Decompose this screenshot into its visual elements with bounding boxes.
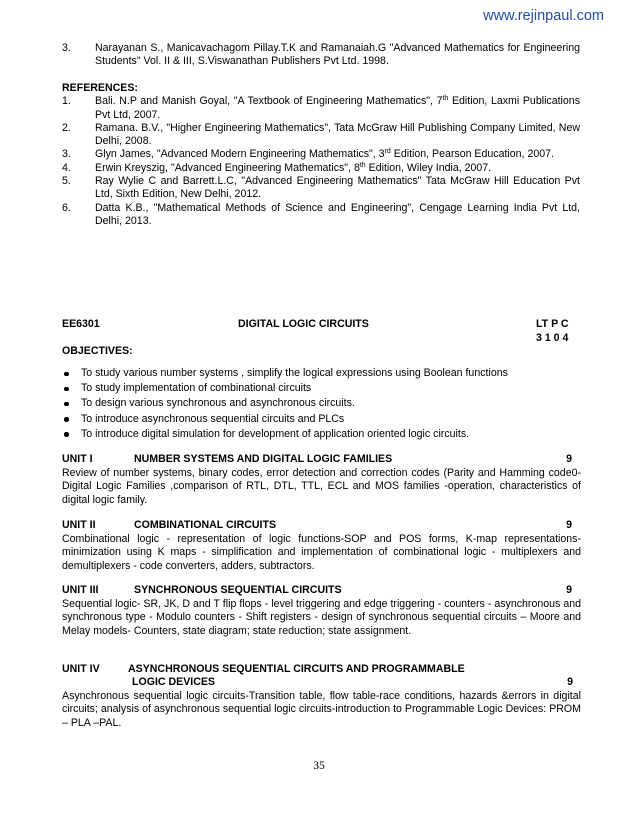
item-sup: rd — [384, 148, 391, 156]
item-number: 6. — [62, 201, 71, 214]
unit-body: Combinational logic - representation of logic functions-SOP and POS forms, K-map representations-minimization using K maps - simplification and implementation of combinational logic - multiplexers and demultiplexers - code converters, adders, subtractors. — [62, 533, 581, 572]
item-text-end: Edition, Laxmi Publications Pvt Ltd, 2007. — [95, 95, 580, 121]
unit-2 — [62, 519, 581, 573]
reference-item — [62, 202, 580, 229]
reference-item — [62, 175, 580, 202]
item-text-end: Edition, Pearson Education, 2007. — [390, 148, 554, 161]
text-book-item-3 — [62, 42, 580, 69]
unit-title: ASYNCHRONOUS SEQUENTIAL CIRCUITS AND PROGRAMMABLE — [128, 663, 465, 675]
ltpc-values: 3 1 0 4 — [536, 331, 569, 344]
reference-item — [62, 95, 580, 122]
item-text: Glyn James, "Advanced Modern Engineering Mathematics", 3 — [95, 148, 385, 161]
bullet-icon — [64, 417, 69, 422]
unit-number: UNIT I — [62, 453, 93, 465]
unit-body: Review of number systems, binary codes, error detection and correction codes (Parity and Hamming code0- Digital Logic Families ,comparison of RTL, DTL, TTL, ECL and MOS families -operation, characteristics of digital logic family. — [62, 467, 581, 506]
item-text: Bali. N.P and Manish Goyal, "A Textbook of Engineering Mathematics", 7 — [95, 95, 443, 108]
unit-hours: 9 — [567, 676, 573, 689]
objectives-list — [62, 366, 582, 442]
watermark-url[interactable]: www.rejinpaul.com — [483, 8, 604, 24]
unit-4 — [62, 663, 581, 730]
objective-item — [62, 381, 582, 396]
objective-item — [62, 396, 582, 411]
item-number: 1. — [62, 95, 71, 108]
objective-text: To introduce asynchronous sequential circuits and PLCs — [81, 412, 345, 425]
course-ltpc — [536, 318, 582, 345]
course-title: DIGITAL LOGIC CIRCUITS — [238, 318, 369, 330]
objective-item — [62, 366, 582, 381]
objective-item — [62, 427, 582, 442]
references-heading: REFERENCES: — [62, 82, 138, 94]
item-number: 4. — [62, 161, 71, 174]
objectives-heading: OBJECTIVES: — [62, 345, 133, 357]
reference-item — [62, 122, 580, 149]
unit-heading — [62, 453, 581, 467]
unit-body: Asynchronous sequential logic circuits-Transition table, flow table-race conditions, hazards &errors in digital circuits; analysis of asynchronous sequential logic circuits-introduction to Programmable Logic Devices: PROM – PLA –PAL. — [62, 690, 581, 729]
bullet-icon — [64, 432, 69, 437]
unit-number: UNIT IV — [62, 663, 100, 675]
bullet-icon — [64, 372, 69, 377]
item-sup: th — [359, 161, 366, 169]
unit-title: COMBINATIONAL CIRCUITS — [134, 519, 277, 531]
item-number: 3. — [62, 42, 71, 54]
prev-text-books — [62, 42, 580, 69]
bullet-icon — [64, 387, 69, 392]
item-number: 3. — [62, 148, 71, 161]
item-sup: th — [442, 95, 449, 103]
unit-heading — [62, 663, 581, 690]
unit-number: UNIT III — [62, 584, 99, 596]
item-number: 2. — [62, 121, 71, 134]
unit-hours: 9 — [566, 453, 572, 465]
unit-title-line2: LOGIC DEVICES — [132, 676, 215, 689]
reference-item — [62, 148, 580, 161]
item-text: Ray Wylie C and Barrett.L.C, "Advanced Engineering Mathematics" Tata McGraw Hill Education Pvt Ltd, Sixth Edition, New Delhi, 2012. — [95, 175, 580, 201]
objective-text: To study implementation of combinational circuits — [81, 382, 312, 395]
unit-body: Sequential logic- SR, JK, D and T flip flops - level triggering and edge triggering - counters - asynchronous and synchronous type - Modulo counters - Shift registers - design of synchronous sequential circuits – Moore and Melay models- Counters, state diagram; state reduction; state assignment. — [62, 598, 581, 637]
objective-text: To design various synchronous and asynchronous circuits. — [81, 397, 355, 410]
ltpc-label: LT P C — [536, 318, 569, 330]
course-code: EE6301 — [62, 318, 100, 330]
unit-number: UNIT II — [62, 519, 96, 531]
item-text-end: Edition, Wiley India, 2007. — [365, 161, 492, 174]
item-text: Ramana. B.V., "Higher Engineering Mathematics", Tata McGraw Hill Publishing Company Limited, New Delhi, 2008. — [95, 121, 580, 148]
unit-heading — [62, 519, 581, 533]
item-text: Datta K.B., "Mathematical Methods of Science and Engineering", Cengage Learning India Pvt Ltd, Delhi, 2013. — [95, 201, 580, 227]
unit-hours: 9 — [566, 584, 572, 596]
reference-item — [62, 162, 580, 175]
unit-3 — [62, 584, 581, 638]
item-number: 5. — [62, 175, 71, 188]
unit-title: SYNCHRONOUS SEQUENTIAL CIRCUITS — [134, 584, 342, 596]
objective-item — [62, 412, 582, 427]
unit-hours: 9 — [566, 519, 572, 531]
objective-text: To introduce digital simulation for development of application oriented logic circuits. — [81, 427, 470, 440]
objective-text: To study various number systems , simplify the logical expressions using Boolean functions — [81, 367, 508, 379]
unit-heading — [62, 584, 581, 598]
references-section — [62, 82, 580, 228]
unit-title: NUMBER SYSTEMS AND DIGITAL LOGIC FAMILIES — [134, 453, 393, 465]
bullet-icon — [64, 402, 69, 407]
item-text: Erwin Kreyszig, "Advanced Engineering Mathematics", 8 — [95, 161, 360, 174]
unit-1 — [62, 453, 581, 507]
page-number: 35 — [313, 760, 325, 772]
item-text: Narayanan S., Manicavachagom Pillay.T.K and Ramanaiah.G "Advanced Mathematics for Engineering Students" Vol. II & III, S.Viswanathan Publishers Pvt Ltd. 1998. — [95, 42, 580, 68]
